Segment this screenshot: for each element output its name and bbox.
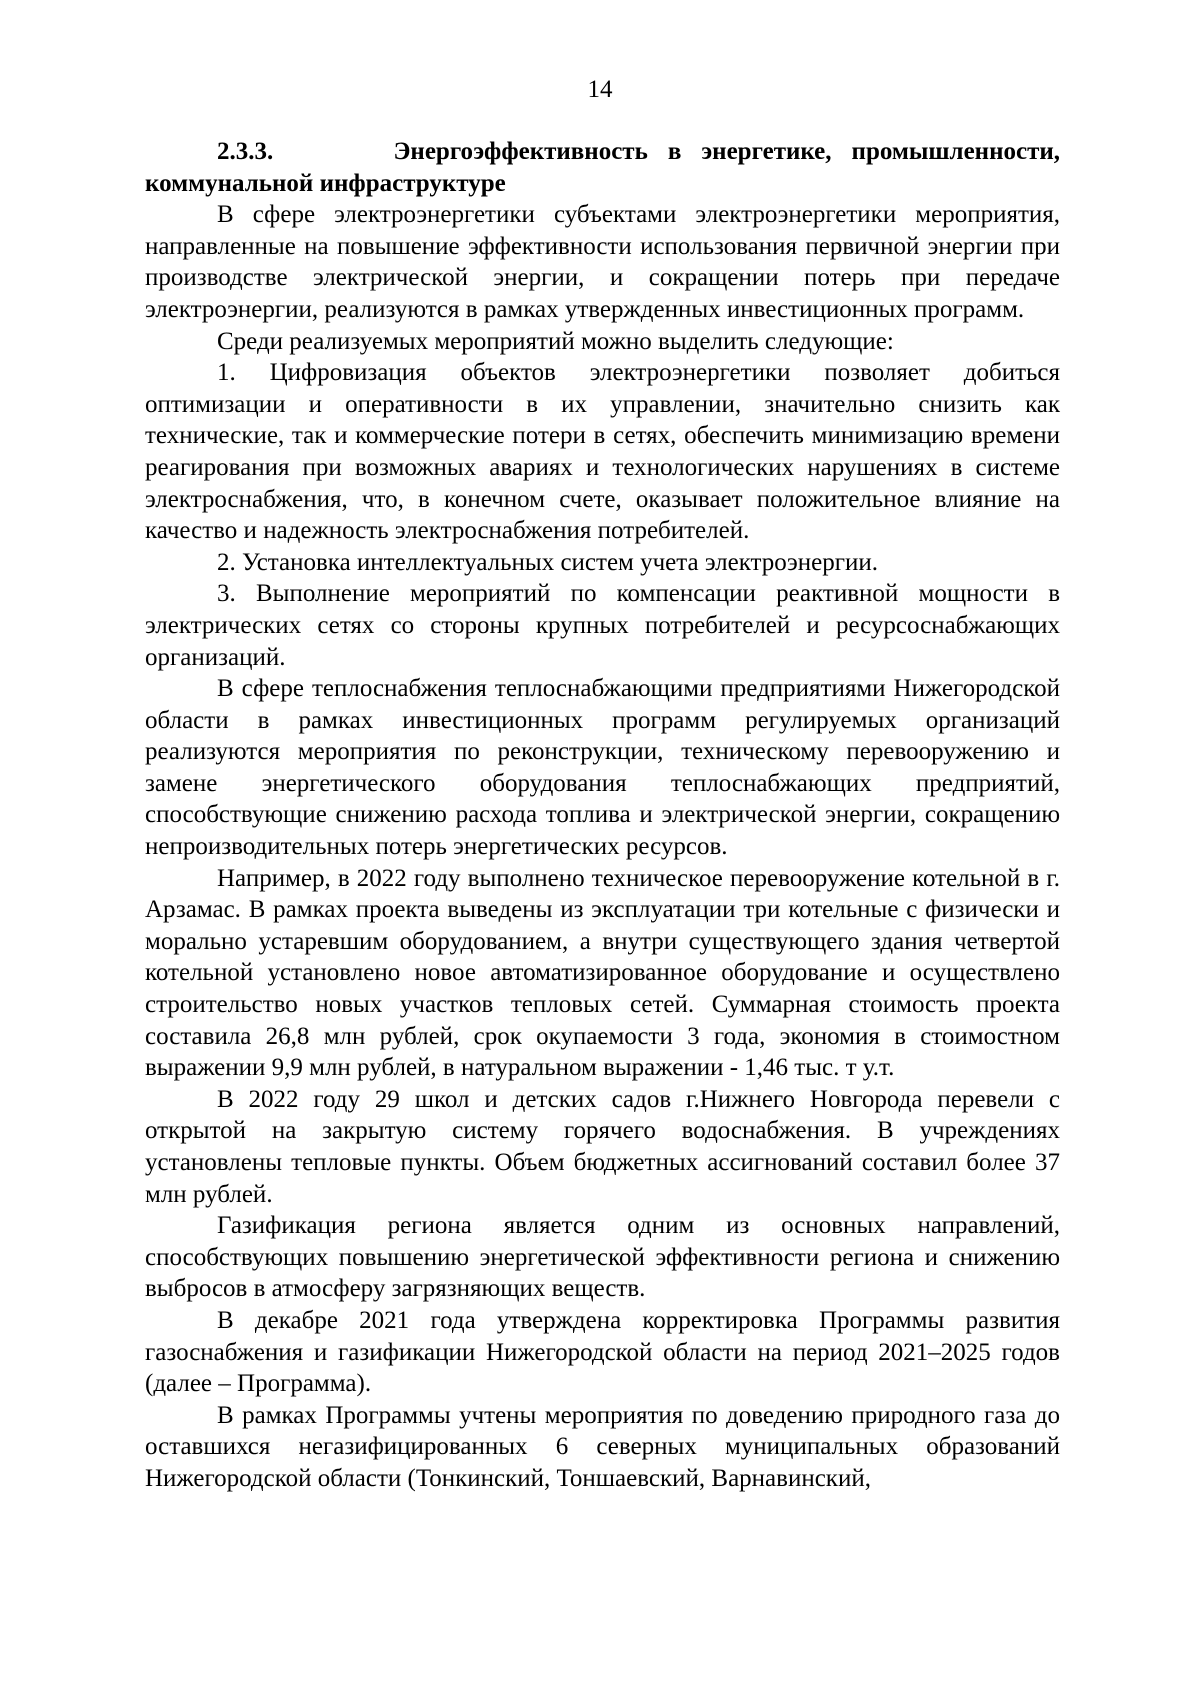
section-title: Энергоэффективность в энергетике, промышленности, коммунальной инфраструктуре xyxy=(145,138,1060,197)
section-number: 2.3.3. xyxy=(217,138,274,165)
paragraph: В сфере теплоснабжения теплоснабжающими предприятиями Нижегородской области в рамках инвестиционных программ регулируемых организаций реализуются мероприятия по реконструкции, техническому перевооружению и замене энергетического оборудования теплоснабжающих предприятий, способствующие снижению расхода топлива и электрической энергии, сокращению непроизводительных потерь энергетических ресурсов. xyxy=(145,675,1060,861)
paragraph: В сфере электроэнергетики субъектами электроэнергетики мероприятия, направленные на повышение эффективности использования первичной энергии при производстве электрической энергии, и сокращении потерь при передаче электроэнергии, реализуются в рамках утвержденных инвестиционных программ. xyxy=(145,201,1060,323)
paragraph: Среди реализуемых мероприятий можно выделить следующие: xyxy=(217,327,894,355)
paragraph: Газификация региона является одним из основных направлений, способствующих повышению энергетической эффективности региона и снижению выбросов в атмосферу загрязняющих веществ. xyxy=(145,1212,1060,1303)
paragraph: В 2022 году 29 школ и детских садов г.Нижнего Новгорода перевели с открытой на закрытую систему горячего водоснабжения. В учреждениях установлены тепловые пункты. Объем бюджетных ассигнований составил более 37 млн рублей. xyxy=(145,1085,1060,1208)
page-number: 14 xyxy=(587,76,613,103)
list-item: 1. Цифровизация объектов электроэнергетики позволяет добиться оптимизации и оперативности в их управлении, значительно снизить как технические, так и коммерческие потери в сетях, обеспечить минимизацию времени реагирования при возможных авариях и технологических нарушениях в системе электроснабжения, что, в конечном счете, оказывает положительное влияние на качество и надежность электроснабжения потребителей. xyxy=(145,359,1060,545)
document-body xyxy=(145,136,1060,1495)
list-item: 2. Установка интеллектуальных систем учета электроэнергии. xyxy=(217,548,879,576)
paragraph: В декабре 2021 года утверждена корректировка Программы развития газоснабжения и газификации Нижегородской области на период 2021–2025 годов (далее – Программа). xyxy=(145,1306,1060,1398)
section-heading xyxy=(145,136,1060,199)
paragraph: Например, в 2022 году выполнено техническое перевооружение котельной в г. Арзамас. В рамках проекта выведены из эксплуатации три котельные с физически и морально устаревшим оборудованием, а внутри существующего здания четвертой котельной установлено новое автоматизированное оборудование и осуществлено строительство новых участков тепловых сетей. Суммарная стоимость проекта составила 26,8 млн рублей, срок окупаемости 3 года, экономия в стоимостном выражении 9,9 млн рублей, в натуральном выражении - 1,46 тыс. т у.т. xyxy=(145,864,1060,1082)
paragraph: В рамках Программы учтены мероприятия по доведению природного газа до оставшихся негазифицированных 6 северных муниципальных образований Нижегородской области (Тонкинский, Тоншаевский, Варнавинский, xyxy=(145,1401,1060,1492)
list-item: 3. Выполнение мероприятий по компенсации реактивной мощности в электрических сетях со стороны крупных потребителей и ресурсоснабжающих организаций. xyxy=(145,580,1060,671)
